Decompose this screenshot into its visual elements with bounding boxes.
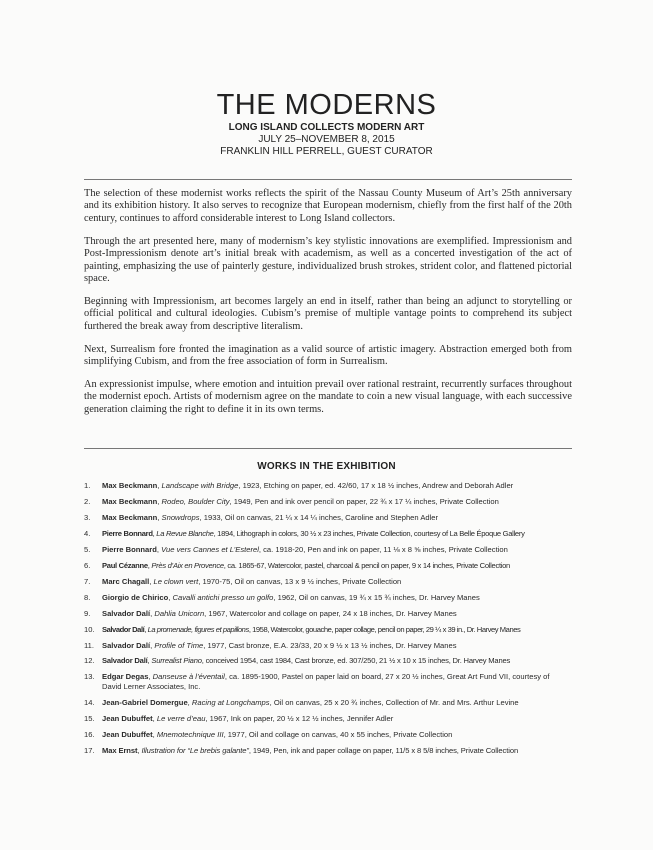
works-heading: WORKS IN THE EXHIBITION <box>257 461 396 472</box>
work-details: , 1894, Lithograph in colors, 30 ½ x 23 inches, Private Collection, courtesy of La Belle Époque Gallery <box>213 528 525 538</box>
work-artist: Salvador Dalí <box>102 624 145 634</box>
work-details: , ca. 1918-20, Pen and ink on paper, 11 ⅛ x 8 ⅝ inches, Private Collection <box>258 544 508 554</box>
work-details: , 1923, Etching on paper, ed. 42/60, 17 x 18 ½ inches, Andrew and Deborah Adler <box>238 481 514 490</box>
work-item: 13. Edgar Degas, Danseuse à l’éventail, ca. 1895-1900, Pastel on paper laid on board, 27 x 20 ½ inches, Great Art Fund VII, courtesy of David Lerner Associates, Inc. <box>84 672 550 692</box>
work-item: 5. Pierre Bonnard, Vue vers Cannes et L’Esterel, ca. 1918-20, Pen and ink on paper, 11 ⅛ x 8 ⅝ inches, Private Collection <box>84 544 508 554</box>
work-title: Cavalli antichi presso un golfo <box>172 592 274 602</box>
work-artist: Salvador Dalí <box>102 640 151 650</box>
work-title: Racing at Longchamps <box>191 698 270 708</box>
divider-bottom <box>84 448 572 449</box>
work-artist: Marc Chagall <box>102 576 150 586</box>
work-item: 12. Salvador Dalí, Surrealist Piano, conceived 1954, cast 1984, Cast bronze, ed. 307/250, 21 ½ x 10 x 15 inches, Dr. Harvey Manes <box>84 656 511 666</box>
work-title: Le verre d’eau <box>156 713 206 723</box>
intro-paragraph: Next, Surrealism fore fronted the imagination as a valid source of artistic imagery. Abstraction emerged both from simplifying Cubism, and from the free association of form in Surrealism. <box>84 343 572 367</box>
work-artist: Jean-Gabriel Domergue <box>102 698 188 708</box>
work-details: , Oil on canvas, 25 x 20 ¾ inches, Collection of Mr. and Mrs. Arthur Levine <box>269 698 519 708</box>
work-number: 8. <box>84 592 91 602</box>
divider-top <box>84 179 572 180</box>
work-title: Rodeo, Boulder City <box>161 496 230 506</box>
work-details: , 1967, Watercolor and collage on paper, 24 x 18 inches, Dr. Harvey Manes <box>204 608 457 618</box>
work-artist: Jean Dubuffet <box>102 713 153 723</box>
work-number: 7. <box>84 576 91 586</box>
work-number: 13. <box>84 672 95 682</box>
work-number: 4. <box>84 528 91 538</box>
work-details: , 1962, Oil on canvas, 19 ¾ x 15 ¾ inches, Dr. Harvey Manes <box>273 592 480 602</box>
work-item: 17. Max Ernst, Illustration for “Le brebis galante”, 1949, Pen, ink and paper collage on paper, 11/5 x 8 5/8 inches, Private Collection <box>84 745 519 755</box>
page-title: THE MODERNS <box>216 89 437 121</box>
work-item: 7. Marc Chagall, Le clown vert, 1970-75, Oil on canvas, 13 x 9 ½ inches, Private Collection <box>84 576 402 586</box>
work-title: Près d’Aix en Provence <box>151 560 224 570</box>
work-item: 11. Salvador Dalí, Profile of Time, 1977, Cast bronze, E.A. 23/33, 20 x 9 ½ x 13 ½ inches, Dr. Harvey Manes <box>84 640 457 650</box>
work-item: 9. Salvador Dalí, Dahlia Unicorn, 1967, Watercolor and collage on paper, 24 x 18 inches, Dr. Harvey Manes <box>84 608 457 618</box>
work-item: 15. Jean Dubuffet, Le verre d’eau, 1967, Ink on paper, 20 ½ x 12 ½ inches, Jennifer Adler <box>84 713 394 723</box>
work-item: 6. Paul Cézanne, Près d’Aix en Provence, ca. 1865-67, Watercolor, pastel, charcoal & pencil on paper, 9 x 14 inches, Private Collection <box>84 560 510 570</box>
work-details: , ca. 1865-67, Watercolor, pastel, charcoal & pencil on paper, 9 x 14 inches, Private Collection <box>223 560 510 570</box>
work-number: 12. <box>84 656 95 666</box>
work-number: 1. <box>84 481 91 490</box>
work-details: , 1977, Cast bronze, E.A. 23/33, 20 x 9 ½ x 13 ½ inches, Dr. Harvey Manes <box>203 640 457 650</box>
work-details: , 1958, Watercolor, gouache, paper collage, pencil on paper, 29 ¼ x 39 in., Dr. Harvey Manes <box>248 624 521 634</box>
work-artist: Jean Dubuffet <box>102 729 153 739</box>
work-details: , ca. 1895-1900, Pastel on paper laid on board, 27 x 20 ½ inches, Great Art Fund VII, courtesy of David Lerner Associates, Inc. <box>102 672 550 692</box>
work-artist: Max Beckmann <box>102 481 158 490</box>
work-item: 8. Giorgio de Chirico, Cavalli antichi presso un golfo, 1962, Oil on canvas, 19 ¾ x 15 ¾ inches, Dr. Harvey Manes <box>84 592 480 602</box>
work-artist: Edgar Degas <box>102 672 149 682</box>
work-number: 14. <box>84 698 95 708</box>
work-title: La promenade, figures et papillons <box>147 624 249 634</box>
work-details: , 1967, Ink on paper, 20 ½ x 12 ½ inches, Jennifer Adler <box>205 713 394 723</box>
work-number: 5. <box>84 544 91 554</box>
work-item: 16. Jean Dubuffet, Mnemotechnique III, 1977, Oil and collage on canvas, 40 x 55 inches, Private Collection <box>84 729 453 739</box>
work-title: Surrealist Piano <box>151 656 202 666</box>
work-number: 16. <box>84 729 95 739</box>
work-artist: Giorgio de Chirico <box>102 592 169 602</box>
work-title: Profile of Time <box>154 640 204 650</box>
work-item: 10. Salvador Dalí, La promenade, figures et papillons, 1958, Watercolor, gouache, paper collage, pencil on paper, 29 ¼ x 39 in., Dr. Harvey Manes <box>84 624 521 634</box>
work-artist: Paul Cézanne <box>102 560 148 570</box>
work-item: 14. Jean-Gabriel Domergue, Racing at Longchamps, Oil on canvas, 25 x 20 ¾ inches, Collection of Mr. and Mrs. Arthur Levine <box>84 698 519 708</box>
work-details: , 1949, Pen and ink over pencil on paper, 22 ¾ x 17 ¼ inches, Private Collection <box>229 496 499 506</box>
work-number: 2. <box>84 496 91 506</box>
work-title: Illustration for “Le brebis galante” <box>141 745 249 755</box>
intro-paragraph: The selection of these modernist works reflects the spirit of the Nassau County Museum of Art’s 25th anniversary and its exhibition history. It also serves to recognize that European modernism, chiefly from the first half of the 20th century, continues to afford considerable interest to Long Island collectors. <box>84 188 572 224</box>
work-artist: Max Ernst <box>102 745 138 755</box>
work-title: Danseuse à l’éventail <box>152 672 225 682</box>
work-item: 3. Max Beckmann, Snowdrops, 1933, Oil on canvas, 21 ¼ x 14 ¼ inches, Caroline and Stephen Adler <box>84 512 439 522</box>
exhibition-dates: JULY 25–NOVEMBER 8, 2015 <box>258 134 395 145</box>
work-number: 11. <box>84 640 94 650</box>
header <box>0 88 653 158</box>
work-item: 4. Pierre Bonnard, La Revue Blanche, 1894, Lithograph in colors, 30 ½ x 23 inches, Private Collection, courtesy of La Belle Époque Gallery <box>84 528 525 538</box>
intro-paragraph: Through the art presented here, many of modernism’s key stylistic innovations are exemplified. Impressionism and Post-Impressionism denote art’s initial break with academism, as well as a concerted investigation of the act of painting, emphasizing the use of painterly gesture, individualized brush strokes, strident color, and flattened pictorial space. <box>84 235 572 284</box>
curator-line: FRANKLIN HILL PERRELL, GUEST CURATOR <box>220 146 433 157</box>
work-number: 10. <box>84 624 95 634</box>
work-details: , 1933, Oil on canvas, 21 ¼ x 14 ¼ inches, Caroline and Stephen Adler <box>199 512 439 522</box>
work-title: Dahlia Unicorn <box>154 608 205 618</box>
work-number: 15. <box>84 713 95 723</box>
work-title: Landscape with Bridge <box>161 481 239 490</box>
work-artist: Max Beckmann <box>102 496 158 506</box>
work-artist: Salvador Dalí <box>102 656 148 666</box>
work-item: 1. Max Beckmann, Landscape with Bridge, 1923, Etching on paper, ed. 42/60, 17 x 18 ½ inches, Andrew and Deborah Adler <box>84 481 514 490</box>
intro-paragraph: Beginning with Impressionism, art becomes largely an end in itself, rather than being an adjunct to storytelling or official political and cultural ideologies. Cubism’s premise of multiple vantage points to comprehend its subject furthered the break away from descriptive literalism. <box>84 295 572 332</box>
work-number: 3. <box>84 512 91 522</box>
work-artist: Salvador Dalí <box>102 608 151 618</box>
work-details: , 1977, Oil and collage on canvas, 40 x 55 inches, Private Collection <box>223 729 453 739</box>
work-number: 17. <box>84 745 95 755</box>
works-list <box>84 481 584 762</box>
work-artist: Pierre Bonnard <box>102 544 157 554</box>
work-details: , 1970-75, Oil on canvas, 13 x 9 ½ inches, Private Collection <box>198 576 402 586</box>
intro-paragraph: An expressionist impulse, where emotion and intuition prevail over rational restraint, recurrently surfaces throughout the modernist epoch. Artists of modernism agree on the mandate to coin a new visual language, with each successive generation claiming the right to define it in its own terms. <box>84 378 572 415</box>
work-details: , 1949, Pen, ink and paper collage on paper, 11/5 x 8 5/8 inches, Private Collection <box>248 745 519 755</box>
work-item: 2. Max Beckmann, Rodeo, Boulder City, 1949, Pen and ink over pencil on paper, 22 ¾ x 17 ¼ inches, Private Collection <box>84 496 499 506</box>
intro-text <box>84 188 572 427</box>
work-title: Mnemotechnique III <box>156 729 224 739</box>
exhibition-subtitle: LONG ISLAND COLLECTS MODERN ART <box>228 122 425 133</box>
work-artist: Max Beckmann <box>102 512 158 522</box>
work-artist: Pierre Bonnard <box>102 528 153 538</box>
work-number: 6. <box>84 560 91 570</box>
work-title: La Revue Blanche <box>156 528 214 538</box>
work-title: Snowdrops <box>161 512 200 522</box>
work-details: , conceived 1954, cast 1984, Cast bronze, ed. 307/250, 21 ½ x 10 x 15 inches, Dr. Harvey Manes <box>201 656 511 666</box>
work-number: 9. <box>84 608 91 618</box>
work-title: Le clown vert <box>153 576 199 586</box>
work-title: Vue vers Cannes et L’Esterel <box>161 544 259 554</box>
